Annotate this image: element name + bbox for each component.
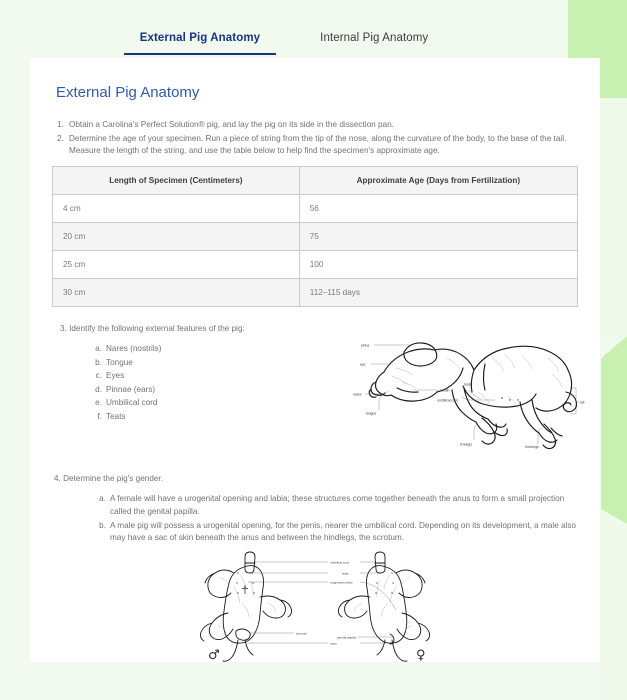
step-number: 2. [57,133,64,143]
tab-external-pig-anatomy[interactable]: External Pig Anatomy [124,28,276,55]
list-item-text: Teats [106,411,126,421]
figure-label-teats: teats [342,571,349,576]
table-header-row [53,167,578,195]
table-row [53,223,578,251]
specimen-age-table [52,166,578,307]
figure-label-nares: nares [353,392,362,397]
step-item [52,119,578,132]
step-item [52,133,578,158]
list-item-label: f. [97,411,102,421]
step-number: 1. [57,120,64,129]
figure-label-mouth: mouth [440,388,450,393]
list-item-label: a. [99,494,106,504]
table-row [53,195,578,223]
list-item [96,520,578,545]
list-item [92,396,352,410]
figure-label-genital-papilla: genital papilla [337,635,356,640]
cell-age: 100 [299,251,577,279]
external-pig-anatomy-diagram [352,318,585,450]
figure-label-anus: anus [330,641,337,646]
section4-prompt: 4. Determine the pig's gender. [54,474,163,484]
table-row [53,279,578,307]
list-item-label: e. [95,398,102,408]
list-item-label: b. [99,520,106,530]
list-item-text: Tongue [106,357,133,367]
cell-length: 30 cm [53,279,300,307]
list-item-label: b. [95,357,102,367]
list-item [92,369,352,383]
step-text: Determine the age of your specimen. Run a piece of string from the tip of the nose, along the curvature of the body, to the base of the tail. Measure the length of the string, and use the table below to help find the specimen’s approximate age. [69,133,567,156]
list-item-label: c. [95,371,102,381]
figure-label-scrotum: scrotum [296,631,308,636]
procedure-steps [52,119,578,158]
cell-length: 25 cm [53,251,300,279]
gender-description-list [96,493,578,545]
section3-text-column [52,324,352,448]
figure-label-urogenital-orifice: urogenital orifice [330,580,353,585]
list-item-text: Umbilical cord [106,398,158,408]
list-item-label: d. [95,384,102,394]
female-symbol-icon: ♀ [416,647,426,663]
cell-length: 20 cm [53,223,300,251]
list-item [92,356,352,370]
table-header-age: Approximate Age (Days from Fertilization) [299,167,577,195]
decorative-pale-panel-bottom [601,500,627,700]
section3-figure-column [352,324,585,450]
list-item [92,383,352,397]
decorative-green-shape-middle [601,336,627,524]
figure-label-tail: tail [580,400,585,405]
cell-age: 112–115 days [299,279,577,307]
male-symbol-icon: ♂ [208,647,220,663]
gender-figure-wrapper [52,551,578,663]
cell-age: 56 [299,195,577,223]
content-card [30,58,600,662]
table-row [53,251,578,279]
section-external-features [52,324,585,450]
external-feature-list [92,342,352,423]
figure-label-eye: eye [360,362,366,367]
list-item-label: a. [95,344,102,354]
pig-gender-comparison-diagram [190,551,440,663]
tab-bar [0,28,568,55]
cell-length: 4 cm [53,195,300,223]
step-text: Obtain a Carolina’s Perfect Solution® pig, and lay the pig on its side in the dissection pan. [69,120,394,129]
figure-label-forelegs: forelegs [459,442,473,447]
figure-label-tongue: tongue [365,411,377,416]
section-pig-gender [52,474,578,663]
tab-internal-pig-anatomy[interactable]: Internal Pig Anatomy [320,32,429,44]
list-item [92,410,352,424]
list-item [92,342,352,356]
list-item-text: Pinnae (ears) [106,384,156,394]
figure-label-umbilical-cord: umbilical cord [330,560,349,565]
list-item [96,493,578,518]
list-item-text: Nares (nostrils) [106,344,162,354]
figure-label-teats: teats [464,382,472,387]
cell-age: 75 [299,223,577,251]
figure-label-umbilical-cord: umbilical cord [437,398,458,403]
page-title: External Pig Anatomy [56,84,200,101]
figure-label-hind-legs: hind legs [525,445,539,450]
list-item-text: Eyes [106,371,125,381]
figure-label-pinna: pinna [361,343,370,348]
list-item-text: A male pig will possess a urogenital opening, for the penis, nearer the umbilical cord. Depending on its development, a male also may have a sac of skin beneath the anus and between the hindlegs, the scrotum. [110,520,577,543]
table-header-length: Length of Specimen (Centimeters) [53,167,300,195]
list-item-text: A female will have a urogenital opening and labia; these structures come together beneath the anus to form a small projection called the genital papilla. [110,494,565,516]
section3-prompt: 3. Identify the following external features of the pig: [60,324,245,334]
